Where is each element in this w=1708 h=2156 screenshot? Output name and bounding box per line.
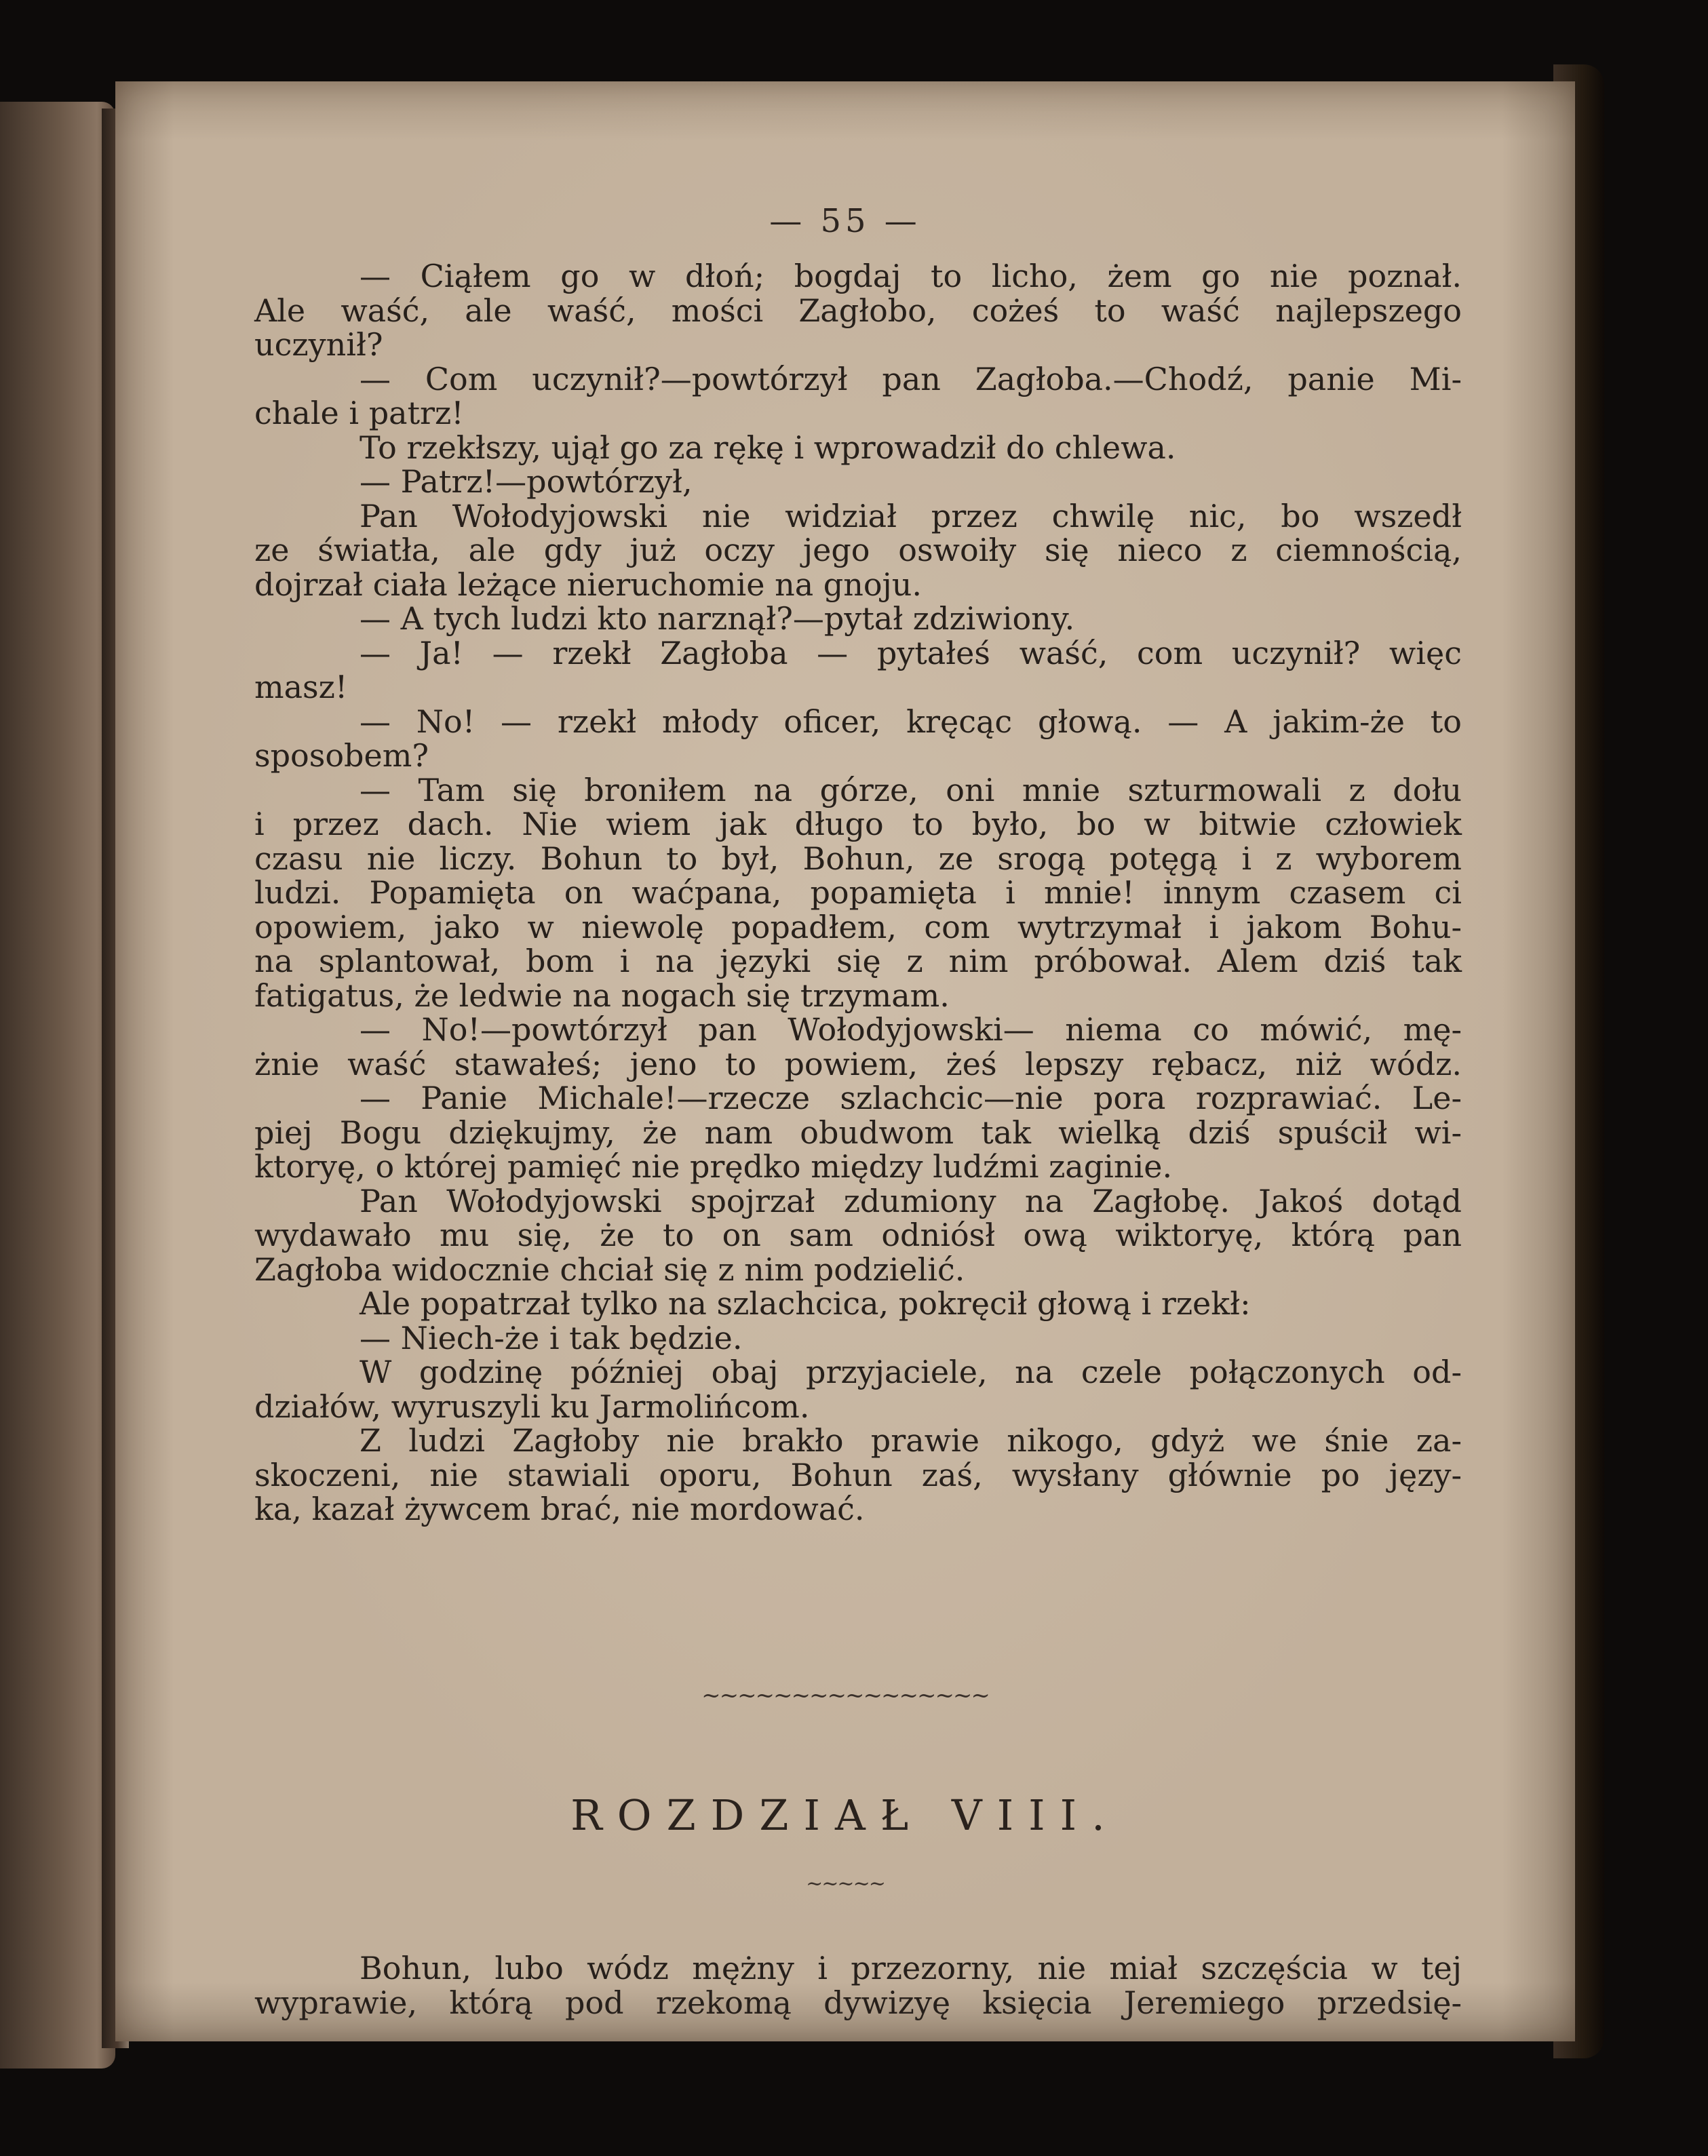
text-line: — Ja! — rzekł Zagłoba — pytałeś waść, com uczynił? więc <box>360 634 1462 671</box>
text-line: na splantował, bom i na języki się z nim próbował. Alem dziś tak <box>254 943 1462 979</box>
text-line: masz! <box>254 669 348 705</box>
text-line: To rzekłszy, ujął go za rękę i wprowadził do chlewa. <box>360 429 1176 466</box>
text-line: — Tam się broniłem na górze, oni mnie szturmowali z dołu <box>360 771 1462 808</box>
text-line: wyprawie, którą pod rzekomą dywizyę księcia Jeremiego przedsię- <box>254 1984 1462 2021</box>
text-line: — Panie Michale!—rzecze szlachcic—nie pora rozprawiać. Le- <box>360 1080 1462 1116</box>
section-ornament: ~~~~~~~~~~~~~~~~ <box>701 1682 989 1709</box>
text-line: — A tych ludzi kto narznął?—pytał zdziwiony. <box>360 600 1075 637</box>
text-line: opowiem, jako w niewolę popadłem, com wytrzymał i jakom Bohu- <box>254 908 1462 945</box>
text-line: ka, kazał żywcem brać, nie mordować. <box>254 1491 865 1527</box>
left-page-edge <box>0 102 115 2069</box>
text-line: żnie waść stawałeś; jeno to powiem, żeś lepszy rębacz, niż wódz. <box>254 1045 1462 1082</box>
text-line: Ale popatrzał tylko na szlachcica, pokręcił głową i rzekł: <box>360 1285 1251 1322</box>
text-line: Pan Wołodyjowski nie widział przez chwilę nic, bo wszedł <box>360 497 1462 534</box>
text-line: — Niech-że i tak będzie. <box>360 1319 743 1356</box>
text-line: W godzinę później obaj przyjaciele, na czele połączonych od- <box>360 1354 1462 1390</box>
text-line: dojrzał ciała leżące nieruchomie na gnoju. <box>254 566 923 603</box>
text-line: Zagłoba widocznie chciał się z nim podzielić. <box>254 1251 965 1288</box>
text-line: — Com uczynił?—powtórzył pan Zagłoba.—Chodź, panie Mi- <box>360 360 1462 397</box>
text-line: uczynił? <box>254 326 383 363</box>
heading-ornament: ~~~~~ <box>806 1872 885 1896</box>
text-line: — Ciąłem go w dłoń; bogdaj to licho, żem go nie poznał. <box>360 258 1462 294</box>
text-line: sposobem? <box>254 737 429 774</box>
text-line: czasu nie liczy. Bohun to był, Bohun, ze srogą potęgą i z wyborem <box>254 840 1462 877</box>
text-line: Z ludzi Zagłoby nie brakło prawie nikogo, gdyż we śnie za- <box>360 1422 1462 1459</box>
text-line: skoczeni, nie stawiali oporu, Bohun zaś, wysłany głównie po języ- <box>254 1456 1462 1493</box>
text-line: — No!—powtórzył pan Wołodyjowski— niema co mówić, mę- <box>360 1011 1462 1048</box>
chapter-heading: ROZDZIAŁ VIII. <box>570 1790 1120 1840</box>
text-line: piej Bogu dziękujmy, że nam obudwom tak wielką dziś spuścił wi- <box>254 1114 1462 1151</box>
text-line: Pan Wołodyjowski spojrzał zdumiony na Zagłobę. Jakoś dotąd <box>360 1182 1462 1219</box>
text-line: wydawało mu się, że to on sam odniósł ową wiktoryę, którą pan <box>254 1217 1462 1253</box>
book-page <box>115 81 1575 2041</box>
text-line: Ale waść, ale waść, mości Zagłobo, cożeś to waść najlepszego <box>254 292 1462 329</box>
text-line: i przez dach. Nie wiem jak długo to było, bo w bitwie człowiek <box>254 806 1462 842</box>
chapter-text <box>254 1951 1462 2020</box>
text-line: fatigatus, że ledwie na nogach się trzymam. <box>254 977 950 1014</box>
text-line: działów, wyruszyli ku Jarmolińcom. <box>254 1388 810 1425</box>
text-line: ze światła, ale gdy już oczy jego oswoiły się nieco z ciemnością, <box>254 532 1462 568</box>
text-line: — No! — rzekł młody oficer, kręcąc głową. — A jakim-że to <box>360 703 1462 740</box>
body-text <box>254 259 1462 1527</box>
text-line: ktoryę, o której pamięć nie prędko między ludźmi zaginie. <box>254 1148 1173 1185</box>
text-line: — Patrz!—powtórzył, <box>360 463 693 500</box>
page-number: — 55 — <box>769 202 921 240</box>
text-line: Bohun, lubo wódz mężny i przezorny, nie miał szczęścia w tej <box>360 1950 1462 1986</box>
text-line: chale i patrz! <box>254 395 464 431</box>
text-line: ludzi. Popamięta on waćpana, popamięta i mnie! innym czasem ci <box>254 874 1462 911</box>
